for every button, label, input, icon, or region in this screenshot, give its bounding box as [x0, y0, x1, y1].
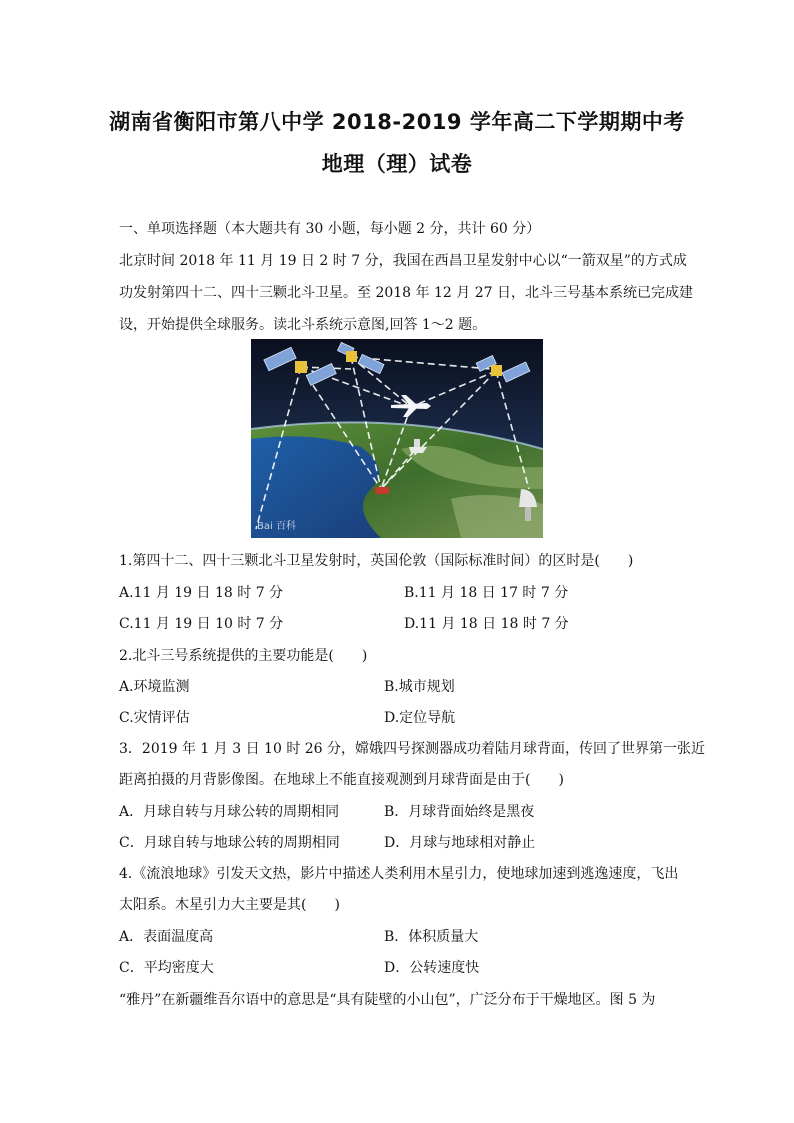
question-3-stem-line-1: 3．2019 年 1 月 3 日 10 时 26 分，嫦娥四号探测器成功着陆月球背面，传回了世界第一张近 — [119, 741, 706, 757]
question-2-stem: 2.北斗三号系统提供的主要功能是( ) — [119, 648, 368, 664]
question-2-option-b: B.城市规划 — [384, 679, 455, 695]
question-4-stem-line-2: 太阳系。木星引力大主要是其( ) — [119, 897, 340, 913]
intro-line-2: 功发射第四十二、四十三颗北斗卫星。至 2018 年 12 月 27 日，北斗三号基本系统已完成建 — [119, 285, 693, 301]
question-1-option-c: C.11 月 19 日 10 时 7 分 — [119, 616, 284, 632]
question-1-stem: 1.第四十二、四十三颗北斗卫星发射时，英国伦敦（国际标准时间）的区时是( ) — [119, 553, 634, 569]
intro-line-3: 设，开始提供全球服务。读北斗系统示意图,回答 1～2 题。 — [119, 317, 487, 333]
beidou-satellite-navigation-illustration — [251, 339, 543, 538]
exam-title: 湖南省衡阳市第八中学 2018-2019 学年高二下学期期中考 — [109, 110, 685, 134]
question-4-option-c: C．平均密度大 — [119, 960, 214, 976]
intro-line-1: 北京时间 2018 年 11 月 19 日 2 时 7 分，我国在西昌卫星发射中心以“一箭双星”的方式成 — [119, 253, 687, 269]
question-4-option-a: A．表面温度高 — [119, 929, 214, 945]
question-3-stem-line-2: 距离拍摄的月背影像图。在地球上不能直接观测到月球背面是由于( ) — [119, 772, 564, 788]
question-2-option-d: D.定位导航 — [384, 710, 456, 726]
question-4-stem-line-1: 4.《流浪地球》引发天文热，影片中描述人类利用木星引力，使地球加速到逃逸速度，飞出 — [119, 866, 679, 882]
question-4-option-d: D．公转速度快 — [384, 960, 480, 976]
figure-watermark: Bai 百科 — [257, 521, 296, 532]
exam-subtitle: 地理（理）试卷 — [321, 152, 473, 176]
next-paragraph-line: “雅丹”在新疆维吾尔语中的意思是“具有陡壁的小山包”，广泛分布于干燥地区。图 5 为 — [119, 992, 656, 1008]
question-3-option-d: D．月球与地球相对静止 — [384, 835, 536, 851]
question-2-option-a: A.环境监测 — [119, 679, 190, 695]
question-3-option-a: A．月球自转与月球公转的周期相同 — [119, 804, 340, 820]
question-1-option-d: D.11 月 18 日 18 时 7 分 — [404, 616, 569, 632]
question-3-option-b: B．月球背面始终是黑夜 — [384, 804, 535, 820]
question-4-option-b: B．体积质量大 — [384, 929, 479, 945]
question-2-option-c: C.灾情评估 — [119, 710, 190, 726]
question-1-option-b: B.11 月 18 日 17 时 7 分 — [404, 585, 569, 601]
question-1-option-a: A.11 月 19 日 18 时 7 分 — [119, 585, 284, 601]
section-heading: 一、单项选择题（本大题共有 30 小题，每小题 2 分，共计 60 分） — [119, 221, 541, 237]
question-3-option-c: C．月球自转与地球公转的周期相同 — [119, 835, 340, 851]
